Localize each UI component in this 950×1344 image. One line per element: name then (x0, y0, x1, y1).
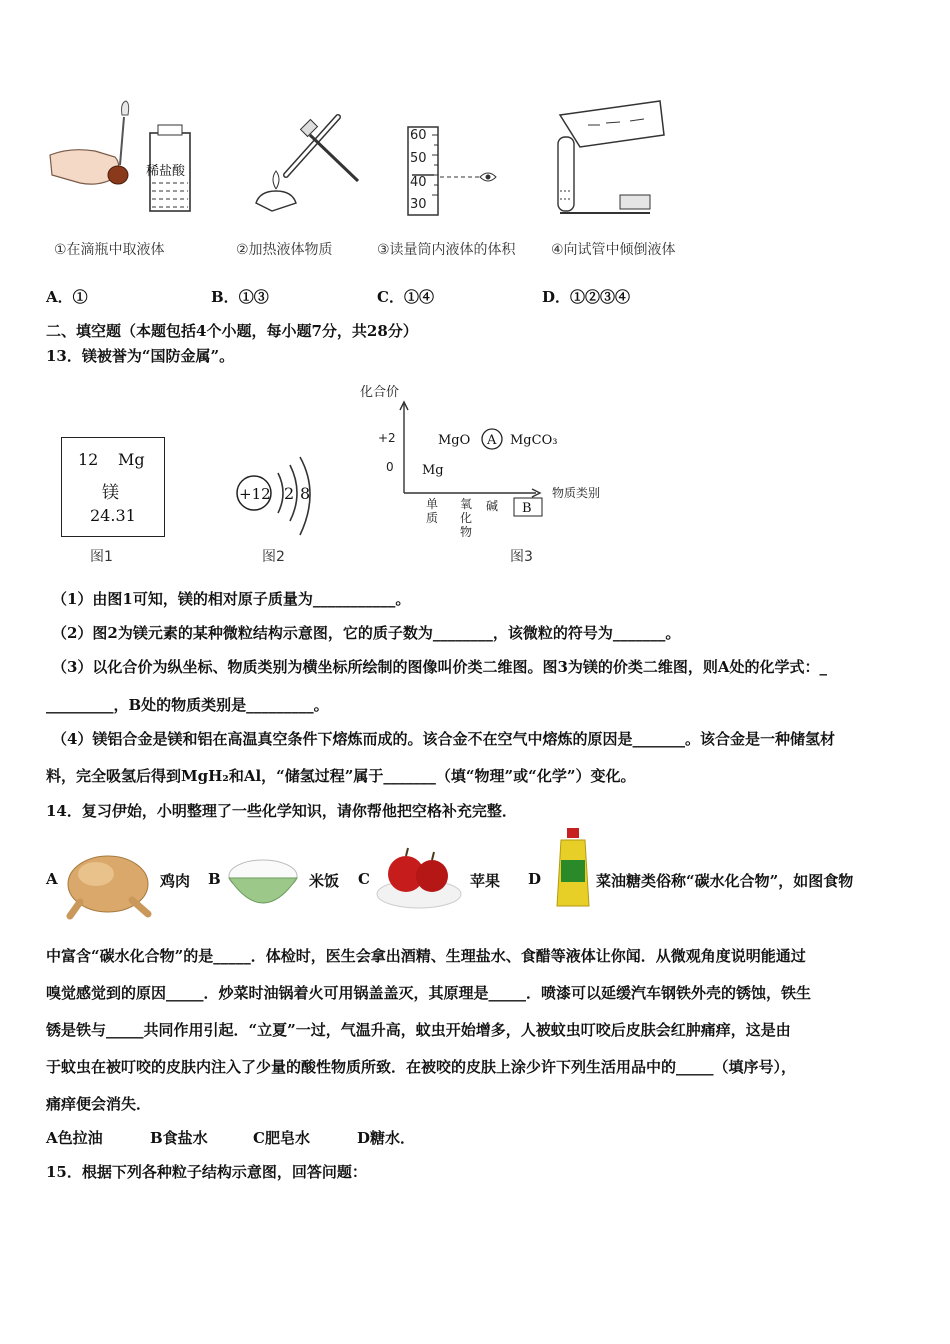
q14-option-b: B食盐水 (150, 1129, 208, 1147)
hydrochloric-acid-bottle (146, 125, 190, 211)
x-cat-b: B (522, 501, 532, 516)
pouring-liquid-illustration (558, 101, 664, 213)
option-c (377, 286, 434, 307)
bottle-label: 稀盐酸 (146, 164, 186, 179)
q13-stem: 13．镁被誉为“国防金属”。 (46, 347, 235, 365)
cylinder-tick-50: 50 (410, 151, 427, 166)
point-mgo: MgO (438, 433, 471, 448)
food-c-letter: C (358, 870, 370, 888)
figure-label-3: 图3 (510, 549, 533, 565)
oil-bottle-image (553, 826, 593, 910)
element-symbol: Mg (118, 450, 145, 469)
q13-part3b: _________，B处的物质类别是_________。 (46, 696, 329, 714)
figure-label-2: 图2 (262, 549, 285, 565)
nucleus-charge: +12 (239, 485, 271, 503)
y-tick-plus2: +2 (378, 431, 396, 445)
figure-label-1: 图1 (90, 549, 113, 565)
food-d-name: 菜油糖类俗称“碳水化合物”，如图食物 (596, 872, 854, 890)
food-b-name: 米饭 (309, 872, 340, 890)
q14-stem: 14．复习伊始，小明整理了一些化学知识，请你帮他把空格补充完整． (46, 802, 517, 820)
chart-ylabel: 化合价 (360, 385, 400, 400)
q14-body-line2: 嗅觉感觉到的原因_____．炒菜时油锅着火可用锅盖盖灭，其原理是_____．喷漆可以延缓汽车钢铁外壳的锈蚀，铁生 (46, 984, 812, 1002)
rice-bowl-image (224, 850, 302, 916)
element-name: 镁 (102, 483, 119, 503)
q14-option-c: C肥皂水 (253, 1129, 310, 1147)
q14-body-line3: 锈是铁与_____共同作用引起．“立夏”一过，气温升高，蚊虫开始增多，人被蚊虫叮咬后皮肤会红肿痛痒，这是由 (46, 1021, 791, 1039)
element-card (61, 437, 165, 537)
shell1-electrons: 2 (284, 484, 295, 503)
option-d (542, 286, 630, 307)
option-c-letter: C． (377, 288, 404, 306)
q13-part4a: （4）镁铝合金是镁和铝在高温真空条件下熔炼而成的。该合金不在空气中熔炼的原因是_______。该合金是一种储氢材 (52, 730, 835, 748)
option-d-letter: D． (542, 288, 571, 306)
option-a-letter: A． (46, 288, 73, 306)
q14-body-line4: 于蚊虫在被叮咬的皮肤内注入了少量的酸性物质所致．在被咬的皮肤上涂少许下列生活用品中的_____（填序号）， (46, 1058, 797, 1076)
y-tick-0: 0 (386, 460, 394, 474)
q15-stem: 15．根据下列各种粒子结构示意图，回答问题： (46, 1163, 367, 1181)
food-c-name: 苹果 (470, 872, 501, 890)
option-b-text: ①③ (238, 288, 269, 306)
q14-option-d: D糖水． (357, 1129, 416, 1147)
atom-structure-diagram (226, 455, 326, 545)
option-c-text: ①④ (403, 288, 434, 306)
caption-4: ④向试管中倾倒液体 (551, 242, 676, 258)
q14-body-line1: 中富含“碳水化合物”的是_____．体检时，医生会拿出酒精、生理盐水、食醋等液体让你闻．从微观角度说明能通过 (46, 947, 806, 965)
heating-test-tube-illustration (256, 117, 358, 211)
caption-1: ①在滴瓶中取液体 (54, 242, 165, 258)
section2-title: 二、填空题（本题包括4个小题，每小题7分，共28分） (46, 322, 418, 340)
cylinder-tick-60: 60 (410, 128, 427, 143)
food-a-letter: A (46, 870, 58, 888)
x-cat-element: 单质 (425, 497, 439, 525)
option-b (211, 286, 269, 307)
q13-part1: （1）由图1可知，镁的相对原子质量为___________。 (52, 590, 411, 608)
food-b-letter: B (208, 870, 221, 888)
option-b-letter: B． (211, 288, 239, 306)
graduated-cylinder-illustration (408, 127, 496, 215)
chicken-image (60, 840, 156, 920)
q13-part2: （2）图2为镁元素的某种微粒结构示意图，它的质子数为________，该微粒的符号为_______。 (52, 624, 681, 642)
option-d-text: ①②③④ (570, 288, 631, 306)
option-a-text: ① (72, 288, 88, 306)
point-mg: Mg (422, 463, 444, 478)
q14-body-line5: 痛痒便会消失． (46, 1095, 152, 1113)
apple-image (374, 842, 464, 914)
valence-class-chart (350, 378, 630, 548)
shell2-electrons: 8 (300, 484, 311, 503)
point-a: A (487, 433, 497, 448)
x-cat-oxide: 氧化物 (459, 497, 473, 539)
option-a (46, 286, 88, 307)
caption-2: ②加热液体物质 (236, 242, 333, 258)
q13-part3a: （3）以化合价为纵坐标、物质类别为横坐标所绘制的图像叫价类二维图。图3为镁的价类二维图，则A处的化学式：_ (52, 658, 828, 676)
x-cat-base: 碱 (486, 499, 499, 513)
q13-part4b: 料，完全吸氢后得到MgH₂和Al，“储氢过程”属于_______（填“物理”或“化学”）变化。 (46, 767, 636, 785)
dropper-hand-illustration (50, 101, 129, 184)
cylinder-tick-40: 40 (410, 175, 427, 190)
chart-xlabel: 物质类别 (552, 486, 601, 500)
point-mgco3: MgCO₃ (510, 433, 558, 448)
caption-3: ③读量筒内液体的体积 (377, 242, 516, 258)
cylinder-tick-30: 30 (410, 197, 427, 212)
atomic-number: 12 (78, 450, 99, 469)
food-d-letter: D (528, 870, 542, 888)
apparatus-figures (40, 95, 720, 225)
q14-option-a: A色拉油 (46, 1129, 103, 1147)
food-a-name: 鸡肉 (160, 872, 191, 890)
atomic-mass: 24.31 (90, 506, 136, 525)
